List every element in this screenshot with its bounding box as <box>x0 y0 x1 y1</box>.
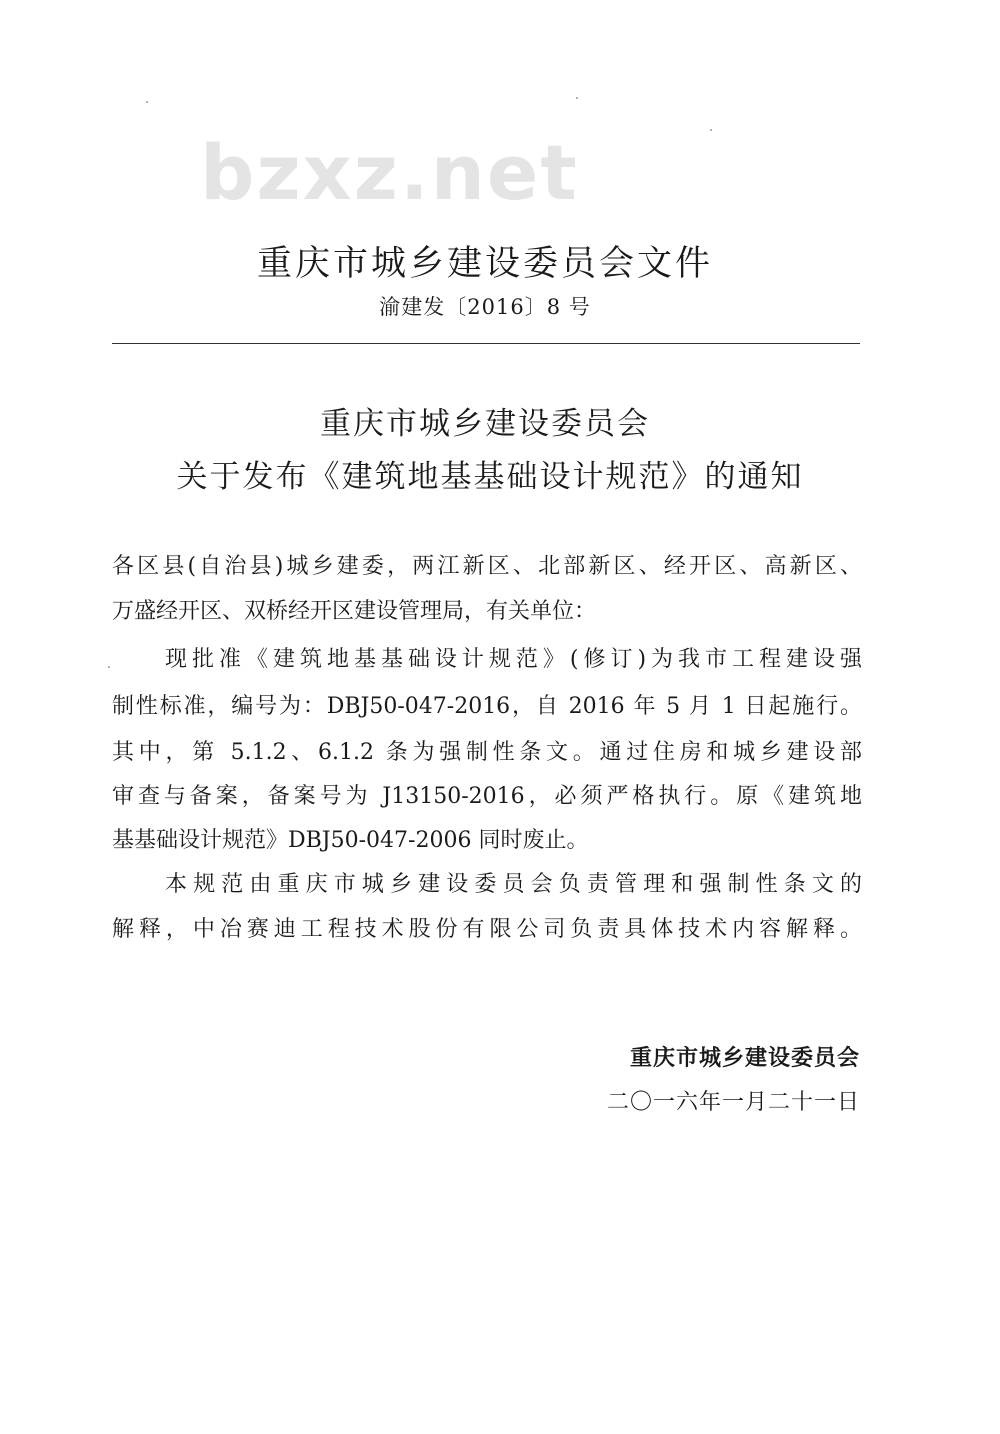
body-paragraph-1-line-1: 现批准《建筑地基基础设计规范》(修订)为我市工程建设强 <box>165 647 862 672</box>
document-header-title: 重庆市城乡建设委员会文件 <box>256 244 713 284</box>
body-paragraph-1-line-5: 基基础设计规范》DBJ50-047-2006 同时废止。 <box>112 828 589 853</box>
document-number: 渝建发〔2016〕8 号 <box>379 295 591 319</box>
issuer-signature: 重庆市城乡建设委员会 <box>629 1045 860 1071</box>
scan-speck <box>710 129 712 131</box>
issue-date: 二〇一六年一月二十一日 <box>606 1090 860 1115</box>
scan-speck <box>576 97 578 99</box>
body-paragraph-2-line-1: 本规范由重庆市城乡建设委员会负责管理和强制性条文的 <box>165 872 862 897</box>
scan-speck <box>146 101 148 103</box>
notice-title-line-2: 关于发布《建筑地基基础设计规范》的通知 <box>176 459 804 495</box>
header-divider <box>112 343 860 344</box>
watermark: bzxz.net <box>200 128 579 217</box>
body-paragraph-1-line-3: 其中，第 5.1.2、6.1.2 条为强制性条文。通过住房和城乡建设部 <box>112 740 862 765</box>
scan-speck <box>108 666 110 668</box>
notice-title-line-1: 重庆市城乡建设委员会 <box>320 406 650 442</box>
body-paragraph-2-line-2: 解释，中冶赛迪工程技术股份有限公司负责具体技术内容解释。 <box>112 917 862 942</box>
body-line-addressee-2: 万盛经开区、双桥经开区建设管理局，有关单位： <box>112 599 597 624</box>
body-paragraph-1-line-2: 制性标准，编号为：DBJ50-047-2016，自 2016 年 5 月 1 日起施行。 <box>112 694 862 719</box>
body-line-addressee-1: 各区县(自治县)城乡建委，两江新区、北部新区、经开区、高新区、 <box>112 554 862 579</box>
body-paragraph-1-line-4: 审查与备案，备案号为 J13150-2016，必须严格执行。原《建筑地 <box>112 784 862 809</box>
